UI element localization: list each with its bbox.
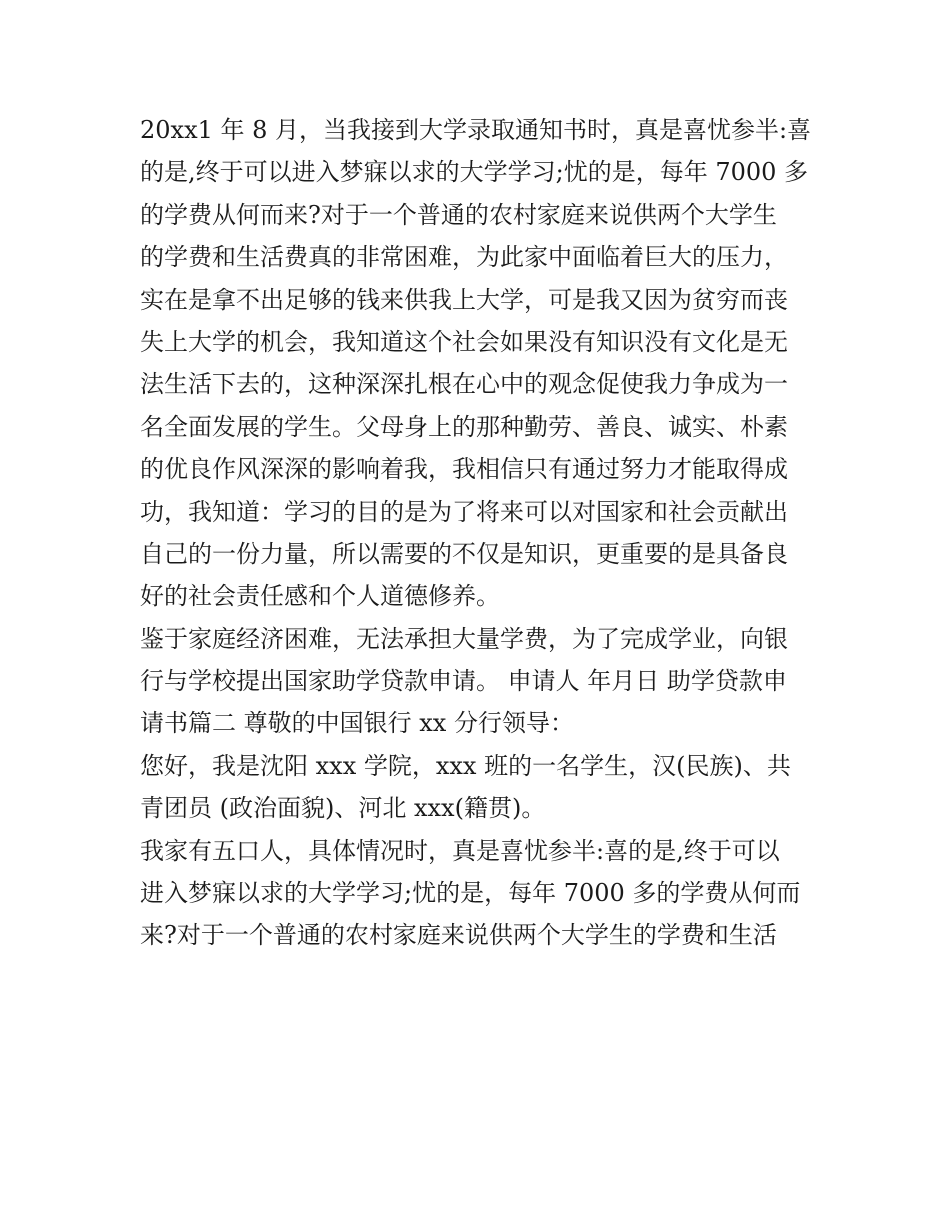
text-line: 的学费和生活费真的非常困难，为此家中面临着巨大的压力， <box>140 243 788 272</box>
text-line: 好的社会责任感和个人道德修养。 <box>140 582 500 611</box>
text-line: 请书篇二 尊敬的中国银行 xx 分行领导： <box>140 709 574 738</box>
text-line: 自己的一份力量，所以需要的不仅是知识，更重要的是具备良 <box>140 539 788 568</box>
body-text <box>140 109 830 957</box>
text-line: 来?对于一个普通的农村家庭来说供两个大学生的学费和生活 <box>140 921 777 950</box>
text-line: 实在是拿不出足够的钱来供我上大学，可是我又因为贫穷而丧 <box>140 285 788 314</box>
text-line: 的是,终于可以进入梦寐以求的大学学习;忧的是，每年 7000 多 <box>140 158 809 187</box>
text-line: 您好，我是沈阳 xxx 学院，xxx 班的一名学生，汉(民族)、共 <box>140 751 791 780</box>
text-line: 失上大学的机会，我知道这个社会如果没有知识没有文化是无 <box>140 327 788 356</box>
text-line: 鉴于家庭经济困难，无法承担大量学费，为了完成学业，向银 <box>140 624 788 653</box>
text-line: 20xx1 年 8 月，当我接到大学录取通知书时，真是喜忧参半:喜 <box>140 116 812 144</box>
text-line: 功，我知道：学习的目的是为了将来可以对国家和社会贡献出 <box>140 497 788 526</box>
text-line: 进入梦寐以求的大学学习;忧的是，每年 7000 多的学费从何而 <box>140 879 801 908</box>
text-line: 青团员 (政治面貌)、河北 xxx(籍贯)。 <box>140 794 546 823</box>
text-line: 行与学校提出国家助学贷款申请。 申请人 年月日 助学贷款申 <box>140 667 787 696</box>
text-line: 的优良作风深深的影响着我，我相信只有通过努力才能取得成 <box>140 455 788 484</box>
text-line: 法生活下去的，这种深深扎根在心中的观念促使我力争成为一 <box>140 370 788 399</box>
text-line: 我家有五口人，具体情况时，真是喜忧参半:喜的是,终于可以 <box>140 836 780 865</box>
text-line: 的学费从何而来?对于一个普通的农村家庭来说供两个大学生 <box>140 200 777 229</box>
text-line: 名全面发展的学生。父母身上的那种勤劳、善良、诚实、朴素 <box>140 412 788 441</box>
